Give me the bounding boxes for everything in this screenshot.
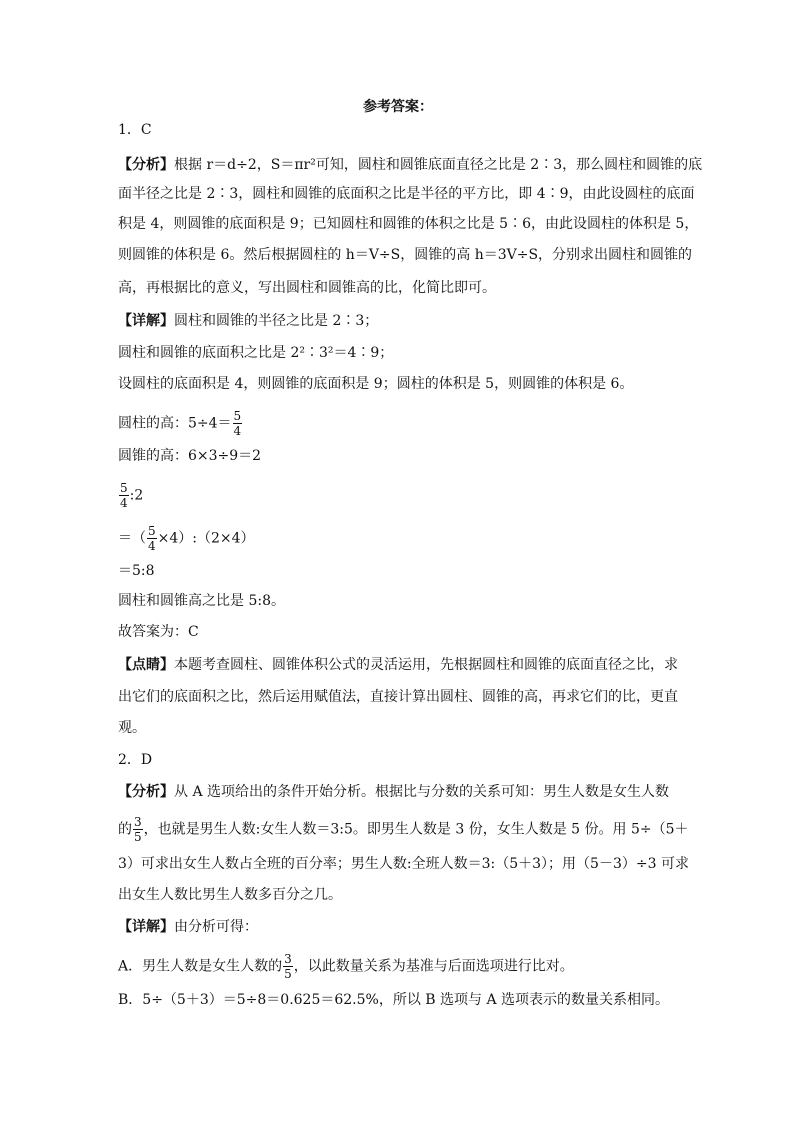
q2-analysis-line-2: 的 $\frac{3}{5}$ ，也就是男生人数:女生人数＝3:5。即男生人数是 3 份，女生人数是 5 份。用 5÷（5＋ (118, 815, 689, 844)
q1-analysis-line-4: 则圆锥的体积是 6。然后根据圆柱的 h＝V÷S，圆锥的高 h＝3V÷S，分别求出圆柱和圆锥的 (118, 247, 693, 263)
q1-detail-line-3: 设圆柱的底面积是 4，则圆锥的底面积是 9；圆柱的体积是 5，则圆锥的体积是 6。 (118, 376, 634, 392)
fraction: $\frac{5}{4}$ (233, 409, 242, 438)
q1-cylinder-height: 圆柱的高：5÷4＝ $\frac{5}{4}$ (118, 409, 242, 438)
q1-analysis-line-3: 积是 4，则圆锥的底面积是 9；已知圆柱和圆锥的体积之比是 5∶6，由此设圆柱的体积是 5， (118, 216, 699, 232)
q2-analysis-line-1: 【分析】从 A 选项给出的条件开始分析。根据比与分数的关系可知：男生人数是女生人数 (118, 784, 670, 800)
q1-comment-line-2: 出它们的底面积之比，然后运用赋值法，直接计算出圆柱、圆锥的高，再求它们的比，更直 (118, 689, 678, 705)
q1-conclusion: 圆柱和圆锥高之比是 5:8。 (118, 593, 285, 609)
fraction: $\frac{3}{5}$ (134, 815, 142, 844)
q1-detail-line-1: 【详解】圆柱和圆锥的半径之比是 2∶3； (118, 313, 379, 329)
q2-option-b: B．5÷（5＋3）＝5÷8＝0.625＝62.5%，所以 B 选项与 A 选项表示的数量关系相同。 (118, 992, 670, 1008)
detail-tag: 【详解】 (118, 313, 174, 329)
q2-number: 2．D (118, 752, 153, 768)
q1-answer: 故答案为：C (118, 624, 199, 640)
page-title: 参考答案： (363, 99, 433, 115)
q2-detail-line-1: 【详解】由分析可得： (118, 919, 258, 935)
q1-analysis-line-5: 高，再根据比的意义，写出圆柱和圆锥高的比，化简比即可。 (118, 280, 496, 296)
q1-ratio-line: $\frac{5}{4}$ :2 (120, 481, 144, 510)
q2-analysis-line-3: 3）可求出女生人数占全班的百分率；男生人数:全班人数＝3:（5＋3）；用（5－3）÷3 可求 (118, 856, 689, 872)
q1-ratio-step-2: ＝（ $\frac{5}{4}$ ×4）:（2×4） (118, 524, 255, 553)
q2-option-a: A．男生人数是女生人数的 $\frac{3}{5}$ ，以此数量关系为基准与后面选项进行比对。 (118, 952, 574, 981)
fraction: $\frac{3}{5}$ (284, 952, 292, 981)
q1-comment-line-1: 【点睛】本题考查圆柱、圆锥体积公式的灵活运用，先根据圆柱和圆锥的底面直径之比，求 (118, 657, 678, 673)
q2-analysis-line-4: 出女生人数比男生人数多百分之几。 (118, 887, 342, 903)
q1-cone-height: 圆锥的高：6×3÷9＝2 (118, 448, 262, 464)
q1-ratio-step-3: ＝5:8 (118, 563, 155, 579)
fraction: $\frac{5}{4}$ (120, 481, 128, 510)
q1-detail-line-2: 圆柱和圆锥的底面积之比是 2²∶3²＝4∶9； (118, 345, 394, 361)
q1-analysis-line-2: 面半径之比是 2∶3，圆柱和圆锥的底面积之比是半径的平方比，即 4∶9，由此设圆柱的底面 (118, 186, 695, 202)
fraction: $\frac{5}{4}$ (148, 524, 156, 553)
detail-tag: 【详解】 (118, 919, 174, 935)
comment-tag: 【点睛】 (118, 657, 174, 673)
analysis-tag: 【分析】 (118, 784, 174, 800)
analysis-tag: 【分析】 (118, 157, 174, 173)
q1-analysis-line-1: 【分析】根据 r＝d÷2，S＝πr²可知，圆柱和圆锥底面直径之比是 2∶3，那么圆柱和圆锥的底 (118, 157, 703, 173)
q1-number: 1．C (118, 122, 152, 138)
q1-comment-line-3: 观。 (118, 720, 146, 736)
